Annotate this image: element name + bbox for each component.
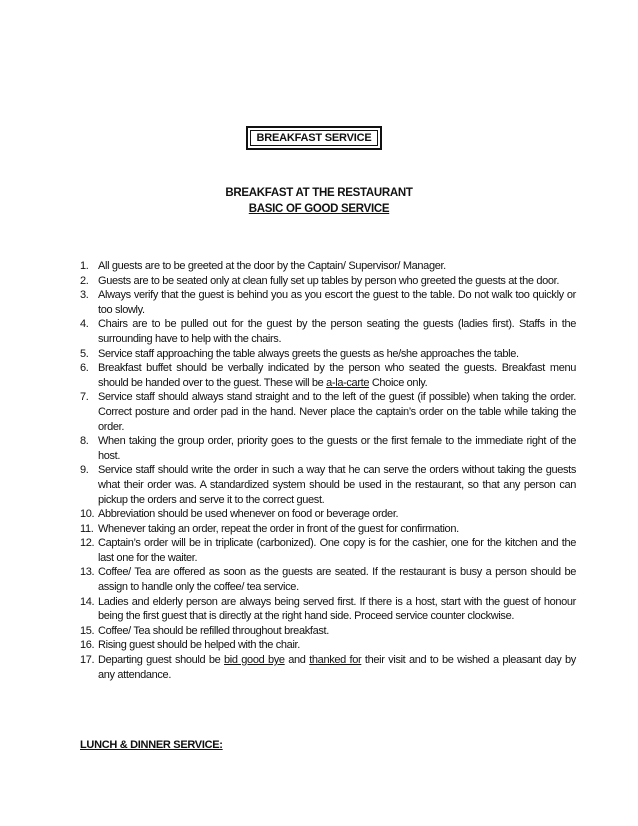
- item-number: 8.: [80, 435, 89, 448]
- bid-good-bye-underlined: bid good bye: [224, 654, 285, 667]
- list-item: [80, 317, 576, 346]
- service-rules-list: [80, 259, 576, 682]
- item-text-part: Choice only.: [369, 376, 428, 389]
- list-item: [80, 653, 576, 682]
- item-number: 9.: [80, 464, 89, 477]
- item-number: 6.: [80, 362, 89, 375]
- item-number: 3.: [80, 289, 89, 302]
- item-text: Service staff approaching the table always greets the guests as he/she approaches the table.: [98, 347, 519, 360]
- item-text: Ladies and elderly person are always being served first. If there is a host, start with the guest of honour being the first guest that is directly at the right hand side. Proceed service counter clockwise.: [98, 595, 576, 623]
- item-number: 15.: [80, 624, 95, 637]
- item-number: 10.: [80, 508, 95, 521]
- item-text: Service staff should write the order in such a way that he can serve the orders without taking the guests what their order was. A standardized system should be used in the restaurant, so that any person can pickup the orders and serve it to the correct guest.: [98, 464, 576, 506]
- list-item: [80, 288, 576, 317]
- item-text: Abbreviation should be used whenever on food or beverage order.: [98, 508, 399, 521]
- list-item: [80, 274, 576, 289]
- item-number: 12.: [80, 537, 95, 550]
- a-la-carte-underlined: a-la-carte: [326, 376, 370, 389]
- item-number: 11.: [80, 522, 94, 535]
- item-number: 14.: [80, 595, 95, 608]
- list-item: [80, 434, 576, 463]
- item-number: 16.: [80, 639, 95, 652]
- item-text: Service staff should always stand straight and to the left of the guest (if possible) when taking the order. Correct posture and order pad in the hand. Never place the captain’s order on the table while taking the order.: [98, 391, 576, 433]
- item-text: Captain’s order will be in triplicate (carbonized). One copy is for the cashier, one for the kitchen and the last one for the waiter.: [98, 537, 576, 564]
- list-item: [80, 565, 576, 594]
- heading-good-service: BASIC OF GOOD SERVICE: [248, 203, 390, 215]
- item-text: Always verify that the guest is behind you as you escort the guest to the table. Do not walk too quickly or too slowly.: [98, 289, 576, 316]
- lunch-dinner-heading: LUNCH & DINNER SERVICE:: [80, 739, 223, 751]
- item-text-part: their visit and to be wished a pleasant day by any attendance.: [98, 654, 576, 681]
- thanked-for-underlined: thanked for: [309, 654, 362, 667]
- item-number: 1.: [80, 260, 89, 272]
- heading-restaurant: BREAKFAST AT THE RESTAURANT: [225, 187, 413, 199]
- item-text: All guests are to be greeted at the door by the Captain/ Supervisor/ Manager.: [98, 260, 446, 272]
- item-text: Coffee/ Tea should be refilled throughout breakfast.: [98, 624, 329, 637]
- item-text: [98, 361, 576, 390]
- item-text: [98, 653, 576, 682]
- list-item: [80, 536, 576, 565]
- item-number: 4.: [80, 318, 89, 331]
- item-text: Coffee/ Tea are offered as soon as the guests are seated. If the restaurant is busy a person should be assign to handle only the coffee/ tea service.: [98, 566, 576, 594]
- list-item: [80, 390, 576, 434]
- list-item: [80, 347, 576, 362]
- list-item: [80, 522, 576, 537]
- item-number: 2.: [80, 274, 89, 287]
- list-item: [80, 638, 576, 653]
- section-title: BREAKFAST SERVICE: [256, 132, 372, 144]
- item-number: 17.: [80, 654, 95, 667]
- list-item: [80, 624, 576, 639]
- item-number: 7.: [80, 391, 89, 404]
- item-text: Chairs are to be pulled out for the guest by the person seating the guests (ladies first). Staffs in the surrounding have to help with the chairs.: [98, 318, 576, 345]
- list-item: [80, 507, 576, 522]
- item-text: Whenever taking an order, repeat the order in front of the guest for confirmation.: [98, 522, 459, 535]
- item-text: When taking the group order, priority goes to the guests or the first female to the immediate right of the host.: [98, 435, 576, 462]
- list-item: [80, 259, 576, 274]
- item-text: Guests are to be seated only at clean fully set up tables by person who greeted the guests at the door.: [98, 274, 560, 287]
- list-item: [80, 361, 576, 390]
- item-text-part: Departing guest should be: [98, 654, 225, 667]
- item-text-part: and: [284, 654, 310, 667]
- section-title-box: [246, 126, 382, 150]
- item-number: 5.: [80, 347, 89, 360]
- item-text-part: Breakfast buffet should be verbally indicated by the person who seated the guests. Breakfast menu should be handed over to the guest. These will be: [98, 362, 576, 389]
- item-number: 13.: [80, 566, 95, 579]
- list-item: [80, 463, 576, 507]
- item-text: Rising guest should be helped with the chair.: [98, 639, 300, 652]
- list-item: [80, 595, 576, 624]
